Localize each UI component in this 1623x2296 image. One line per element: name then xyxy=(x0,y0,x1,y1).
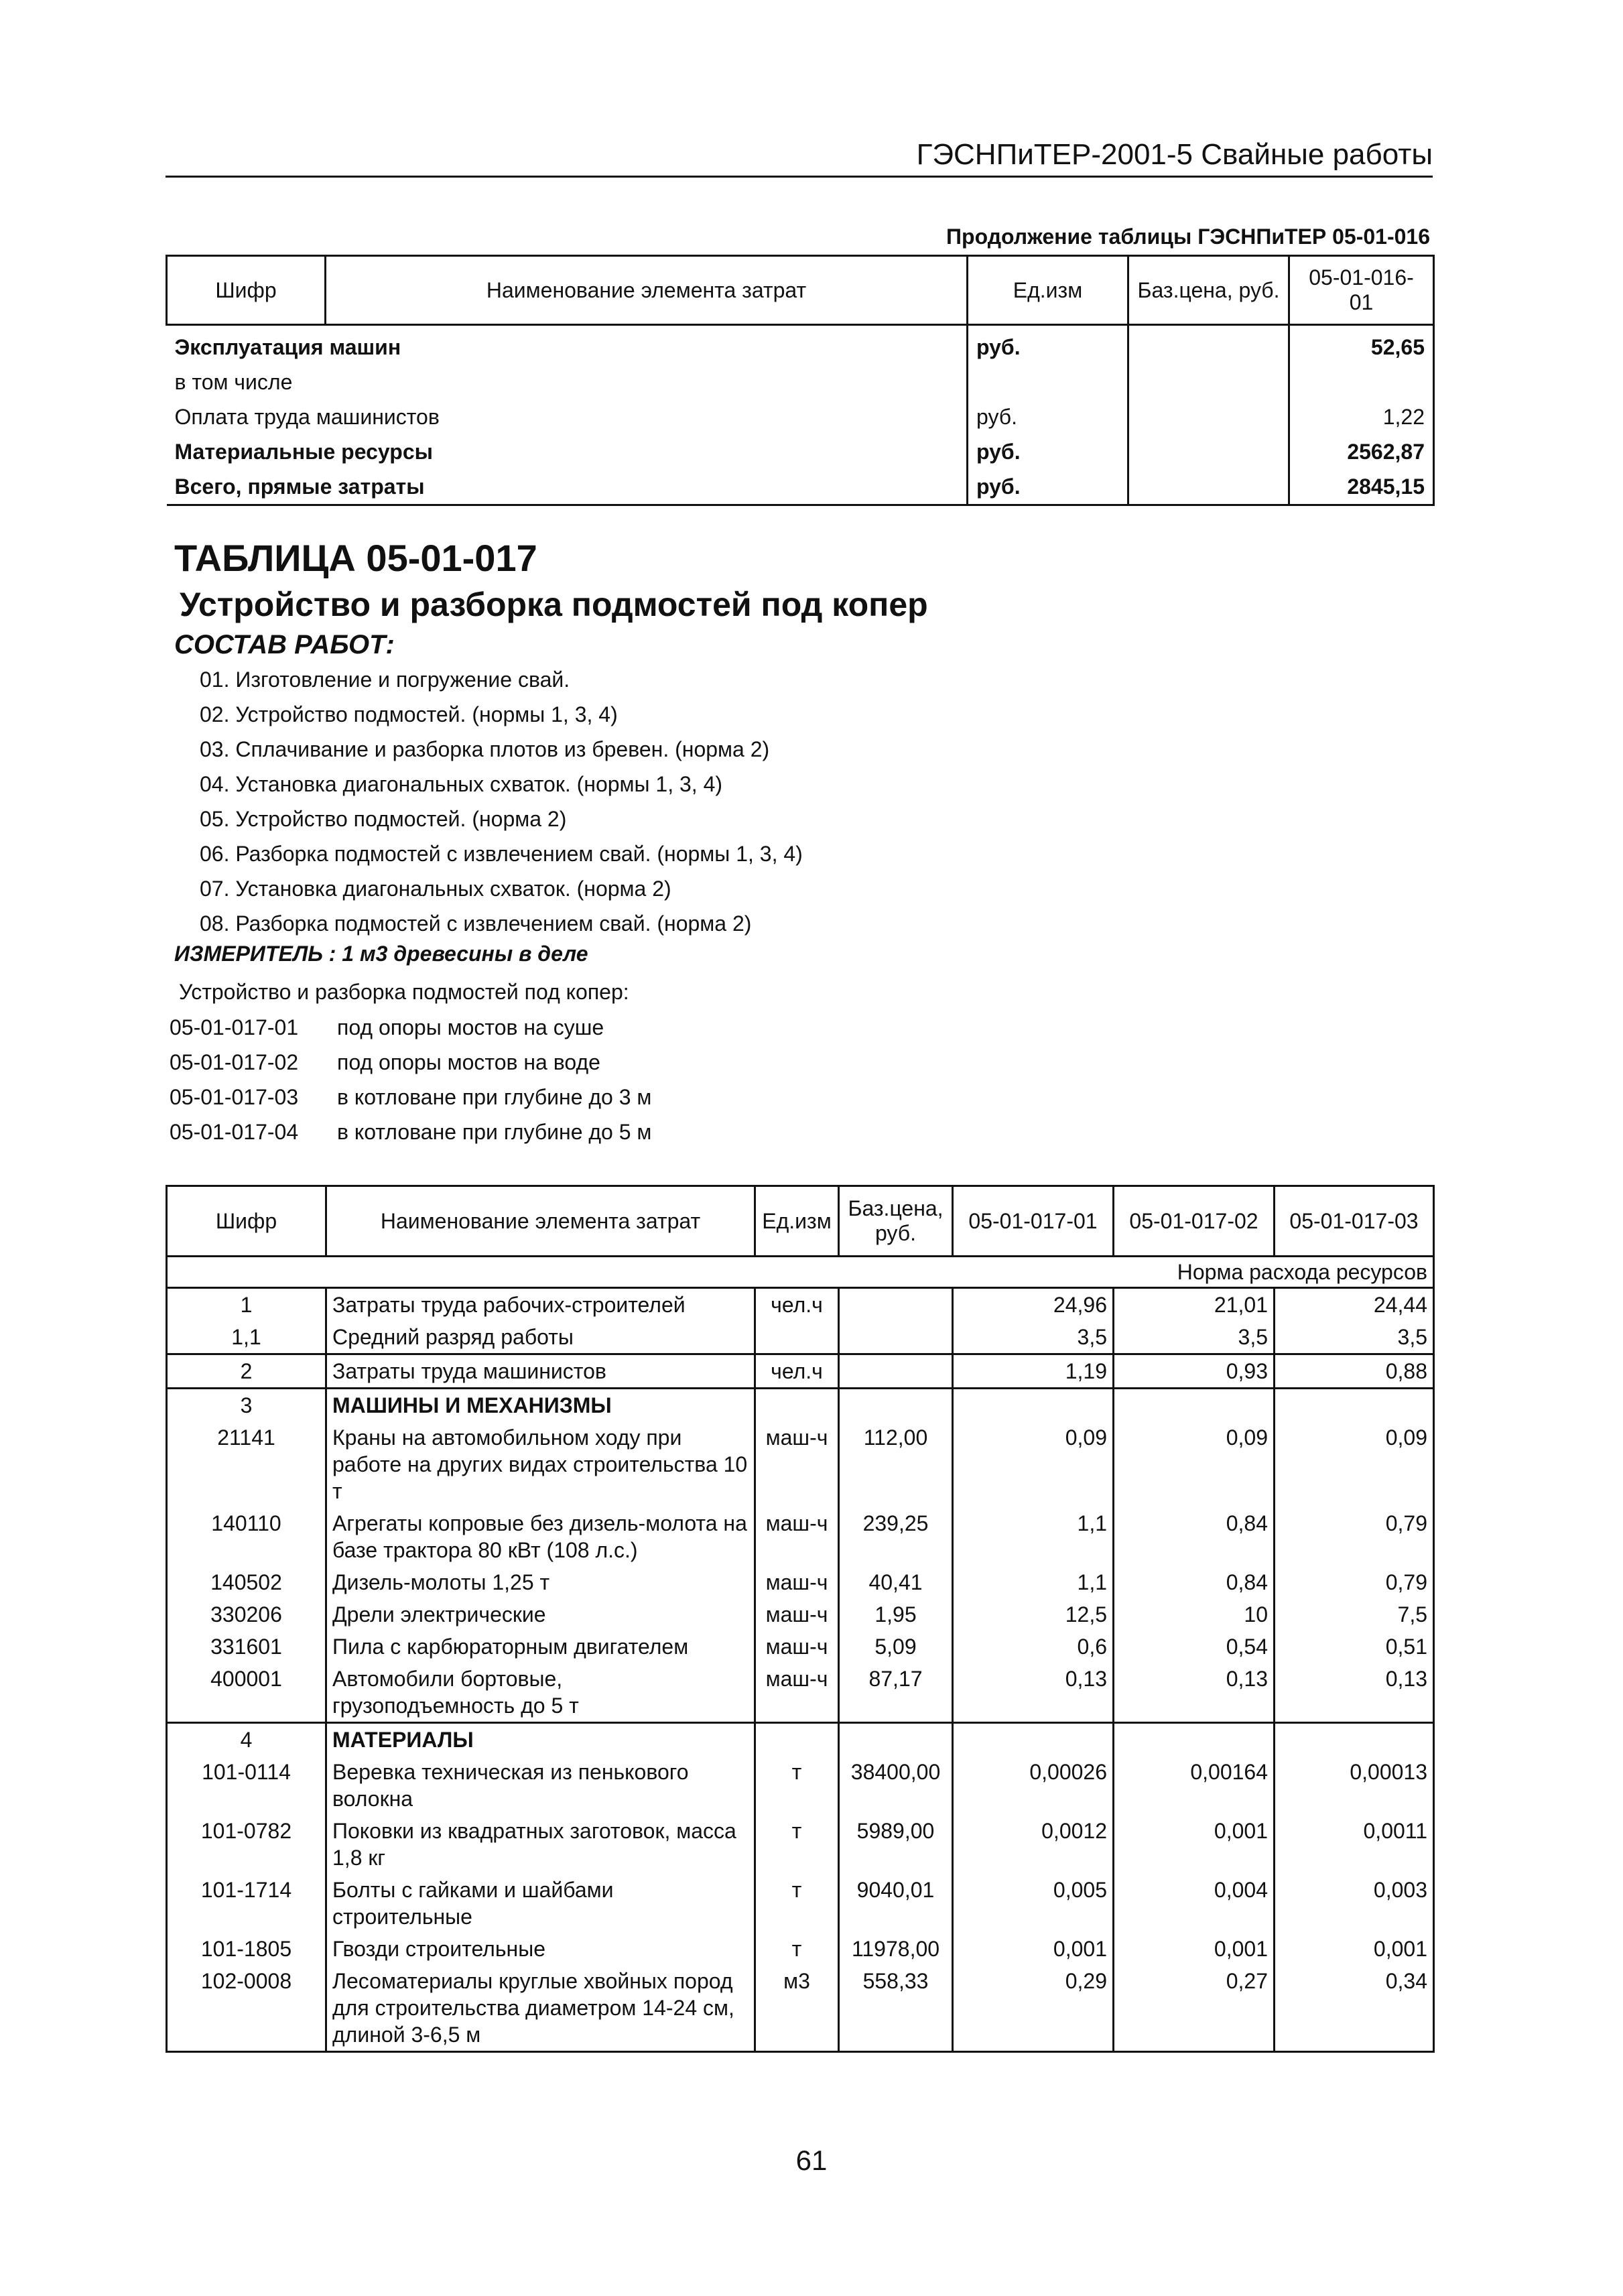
variant-code: 05-01-017-02 xyxy=(170,1050,299,1074)
table-title: ТАБЛИЦА 05-01-017 xyxy=(174,537,537,579)
table-row xyxy=(167,1288,1434,1322)
unit-cell: т xyxy=(755,1815,839,1874)
table-row xyxy=(167,469,1434,505)
price-cell xyxy=(1128,434,1289,469)
unit-cell: маш-ч xyxy=(755,1566,839,1598)
unit-cell xyxy=(968,365,1128,399)
value-cell-01: 24,96 xyxy=(953,1288,1114,1322)
price-cell xyxy=(839,1321,953,1354)
name-cell: Дрели электрические xyxy=(326,1598,755,1631)
code-cell: 400001 xyxy=(167,1663,326,1723)
name-cell: Эксплуатация машин xyxy=(167,325,968,365)
variant-code: 05-01-017-03 xyxy=(170,1085,299,1109)
price-cell xyxy=(839,1354,953,1389)
price-cell xyxy=(839,1723,953,1757)
unit-cell: т xyxy=(755,1933,839,1965)
code-cell: 102-0008 xyxy=(167,1965,326,2052)
table-row xyxy=(167,1321,1434,1354)
price-cell: 11978,00 xyxy=(839,1933,953,1965)
code-cell: 2 xyxy=(167,1354,326,1389)
price-cell: 87,17 xyxy=(839,1663,953,1723)
value-cell-01 xyxy=(953,1723,1114,1757)
unit-cell: маш-ч xyxy=(755,1663,839,1723)
value-cell-03: 0,001 xyxy=(1275,1933,1434,1965)
value-cell-03: 7,5 xyxy=(1275,1598,1434,1631)
value-cell-02: 0,001 xyxy=(1114,1933,1275,1965)
price-cell xyxy=(1128,469,1289,505)
price-cell: 1,95 xyxy=(839,1598,953,1631)
name-cell: в том числе xyxy=(167,365,968,399)
table-row xyxy=(167,1874,1434,1933)
value-cell: 2845,15 xyxy=(1289,469,1434,505)
name-cell: Всего, прямые затраты xyxy=(167,469,968,505)
code-cell: 1 xyxy=(167,1288,326,1322)
value-cell-03: 24,44 xyxy=(1275,1288,1434,1322)
resource-table-header xyxy=(167,1186,1434,1257)
name-cell: Поковки из квадратных заготовок, масса 1,8 кг xyxy=(326,1815,755,1874)
name-cell: Гвозди строительные xyxy=(326,1933,755,1965)
unit-cell xyxy=(755,1321,839,1354)
value-cell-02: 21,01 xyxy=(1114,1288,1275,1322)
variant-item xyxy=(170,1048,651,1083)
table-row xyxy=(167,1598,1434,1631)
name-cell: МАШИНЫ И МЕХАНИЗМЫ xyxy=(326,1389,755,1422)
unit-cell: чел.ч xyxy=(755,1288,839,1322)
unit-cell: руб. xyxy=(968,469,1128,505)
table-row xyxy=(167,1756,1434,1815)
value-cell-02 xyxy=(1114,1723,1275,1757)
work-item: 06. Разборка подмостей с извлечением свай. (нормы 1, 3, 4) xyxy=(200,842,803,866)
col-header-code: Шифр xyxy=(167,1186,326,1257)
value-cell-02: 10 xyxy=(1114,1598,1275,1631)
unit-cell: руб. xyxy=(968,325,1128,365)
header-rule xyxy=(166,176,1433,178)
unit-cell: маш-ч xyxy=(755,1598,839,1631)
table-row xyxy=(167,434,1434,469)
name-cell: Автомобили бортовые, грузоподъемность до 5 т xyxy=(326,1663,755,1723)
value-cell-02: 0,004 xyxy=(1114,1874,1275,1933)
name-cell: Краны на автомобильном ходу при работе на других видах строительства 10 т xyxy=(326,1421,755,1507)
value-cell-01: 0,29 xyxy=(953,1965,1114,2052)
code-cell: 4 xyxy=(167,1723,326,1757)
variant-text: под опоры мостов на воде xyxy=(337,1050,600,1074)
col-header-variant-01: 05-01-017-01 xyxy=(953,1186,1114,1257)
work-item: 07. Установка диагональных схваток. (норма 2) xyxy=(200,877,671,901)
value-cell-03: 0,79 xyxy=(1275,1507,1434,1566)
page-number: 61 xyxy=(795,2145,828,2176)
name-cell: Дизель-молоты 1,25 т xyxy=(326,1566,755,1598)
price-cell: 38400,00 xyxy=(839,1756,953,1815)
name-cell: Лесоматериалы круглые хвойных пород для строительства диаметром 14-24 см, длиной 3-6,5 м xyxy=(326,1965,755,2052)
table-row xyxy=(167,325,1434,365)
table-row xyxy=(167,1663,1434,1723)
value-cell-03: 3,5 xyxy=(1275,1321,1434,1354)
table-row xyxy=(167,1566,1434,1598)
name-cell: Затраты труда рабочих-строителей xyxy=(326,1288,755,1322)
variant-item xyxy=(170,1083,651,1118)
unit-cell: маш-ч xyxy=(755,1507,839,1566)
unit-cell: маш-ч xyxy=(755,1421,839,1507)
value-cell-01: 0,13 xyxy=(953,1663,1114,1723)
code-cell: 3 xyxy=(167,1389,326,1422)
table-row xyxy=(167,1354,1434,1389)
price-cell xyxy=(839,1288,953,1322)
norm-label: Норма расхода ресурсов xyxy=(167,1257,1434,1288)
variant-code: 05-01-017-04 xyxy=(170,1120,299,1144)
variant-code: 05-01-017-01 xyxy=(170,1015,299,1039)
unit-cell: м3 xyxy=(755,1965,839,2052)
col-header-price: Баз.цена, руб. xyxy=(1128,256,1289,325)
unit-cell xyxy=(755,1723,839,1757)
price-cell xyxy=(1128,325,1289,365)
measurement-unit: ИЗМЕРИТЕЛЬ : 1 м3 древесины в деле xyxy=(174,942,588,966)
value-cell-01: 0,0012 xyxy=(953,1815,1114,1874)
code-cell: 1,1 xyxy=(167,1321,326,1354)
col-header-name: Наименование элемента затрат xyxy=(326,1186,755,1257)
name-cell: Средний разряд работы xyxy=(326,1321,755,1354)
variant-text: в котловане при глубине до 3 м xyxy=(337,1085,652,1109)
unit-cell xyxy=(755,1389,839,1422)
value-cell-03: 0,88 xyxy=(1275,1354,1434,1389)
variant-text: под опоры мостов на суше xyxy=(337,1015,604,1039)
code-cell: 101-0114 xyxy=(167,1756,326,1815)
value-cell-01: 1,1 xyxy=(953,1566,1114,1598)
value-cell-02: 0,93 xyxy=(1114,1354,1275,1389)
work-list xyxy=(200,665,803,944)
norm-label-row xyxy=(167,1257,1434,1288)
unit-cell: руб. xyxy=(968,434,1128,469)
value-cell-03: 0,00013 xyxy=(1275,1756,1434,1815)
table-subtitle: Устройство и разборка подмостей под копер xyxy=(180,586,928,623)
applies-to-text: Устройство и разборка подмостей под копер: xyxy=(179,980,629,1004)
code-cell: 21141 xyxy=(167,1421,326,1507)
value-cell-02: 0,00164 xyxy=(1114,1756,1275,1815)
value-cell: 2562,87 xyxy=(1289,434,1434,469)
value-cell-03 xyxy=(1275,1389,1434,1422)
unit-cell: маш-ч xyxy=(755,1631,839,1663)
code-cell: 101-1714 xyxy=(167,1874,326,1933)
price-cell: 40,41 xyxy=(839,1566,953,1598)
name-cell: МАТЕРИАЛЫ xyxy=(326,1723,755,1757)
col-header-price: Баз.цена, руб. xyxy=(839,1186,953,1257)
value-cell-02: 3,5 xyxy=(1114,1321,1275,1354)
variant-item xyxy=(170,1013,651,1048)
col-header-code: Шифр xyxy=(167,256,326,325)
work-item: 08. Разборка подмостей с извлечением свай. (норма 2) xyxy=(200,911,752,936)
value-cell: 1,22 xyxy=(1289,399,1434,434)
name-cell: Затраты труда машинистов xyxy=(326,1354,755,1389)
value-cell-01: 0,005 xyxy=(953,1874,1114,1933)
name-cell: Веревка техническая из пенькового волокна xyxy=(326,1756,755,1815)
price-cell: 5,09 xyxy=(839,1631,953,1663)
code-cell: 330206 xyxy=(167,1598,326,1631)
price-cell: 5989,00 xyxy=(839,1815,953,1874)
price-cell: 239,25 xyxy=(839,1507,953,1566)
code-cell: 101-0782 xyxy=(167,1815,326,1874)
value-cell-01: 0,6 xyxy=(953,1631,1114,1663)
value-cell-02: 0,13 xyxy=(1114,1663,1275,1723)
price-cell xyxy=(839,1389,953,1422)
work-item: 03. Сплачивание и разборка плотов из бревен. (норма 2) xyxy=(200,737,770,761)
code-cell: 140110 xyxy=(167,1507,326,1566)
value-cell-02: 0,09 xyxy=(1114,1421,1275,1507)
work-item: 05. Устройство подмостей. (норма 2) xyxy=(200,807,567,831)
value-cell-03: 0,79 xyxy=(1275,1566,1434,1598)
value-cell-03: 0,0011 xyxy=(1275,1815,1434,1874)
work-item: 01. Изготовление и погружение свай. xyxy=(200,667,570,692)
table-row xyxy=(167,1507,1434,1566)
variant-list xyxy=(170,1013,651,1153)
table-row xyxy=(167,1631,1434,1663)
value-cell: 52,65 xyxy=(1289,325,1434,365)
col-header-name: Наименование элемента затрат xyxy=(326,256,968,325)
value-cell-02: 0,54 xyxy=(1114,1631,1275,1663)
price-cell xyxy=(1128,365,1289,399)
value-cell-03: 0,003 xyxy=(1275,1874,1434,1933)
table-row xyxy=(167,1965,1434,2052)
name-cell: Болты с гайками и шайбами строительные xyxy=(326,1874,755,1933)
table-row xyxy=(167,1933,1434,1965)
name-cell: Материальные ресурсы xyxy=(167,434,968,469)
continuation-table xyxy=(166,255,1435,506)
resource-table xyxy=(166,1185,1435,2053)
value-cell-03: 0,51 xyxy=(1275,1631,1434,1663)
col-header-unit: Ед.изм xyxy=(968,256,1128,325)
name-cell: Пила с карбюраторным двигателем xyxy=(326,1631,755,1663)
value-cell-03 xyxy=(1275,1723,1434,1757)
name-cell: Агрегаты копровые без дизель-молота на базе трактора 80 кВт (108 л.с.) xyxy=(326,1507,755,1566)
value-cell-01: 12,5 xyxy=(953,1598,1114,1631)
value-cell-03: 0,09 xyxy=(1275,1421,1434,1507)
code-cell: 101-1805 xyxy=(167,1933,326,1965)
name-cell: Оплата труда машинистов xyxy=(167,399,968,434)
table-row xyxy=(167,399,1434,434)
price-cell: 9040,01 xyxy=(839,1874,953,1933)
table-row xyxy=(167,1389,1434,1422)
work-item: 04. Установка диагональных схваток. (нормы 1, 3, 4) xyxy=(200,772,723,796)
value-cell-02 xyxy=(1114,1389,1275,1422)
table-row xyxy=(167,365,1434,399)
value-cell-02: 0,001 xyxy=(1114,1815,1275,1874)
variant-text: в котловане при глубине до 5 м xyxy=(337,1120,652,1144)
value-cell-01: 0,09 xyxy=(953,1421,1114,1507)
price-cell: 558,33 xyxy=(839,1965,953,2052)
value-cell-01: 0,001 xyxy=(953,1933,1114,1965)
value-cell-01: 0,00026 xyxy=(953,1756,1114,1815)
table-row xyxy=(167,1421,1434,1507)
table-row xyxy=(167,1723,1434,1757)
table-row xyxy=(167,1815,1434,1874)
value-cell-03: 0,34 xyxy=(1275,1965,1434,2052)
continuation-title: Продолжение таблицы ГЭСНПиТЕР 05-01-016 xyxy=(946,225,1430,249)
value-cell-03: 0,13 xyxy=(1275,1663,1434,1723)
value-cell-01: 1,1 xyxy=(953,1507,1114,1566)
code-cell: 140502 xyxy=(167,1566,326,1598)
work-composition-label: СОСТАВ РАБОТ: xyxy=(174,630,395,659)
unit-cell: чел.ч xyxy=(755,1354,839,1389)
value-cell xyxy=(1289,365,1434,399)
value-cell-01 xyxy=(953,1389,1114,1422)
value-cell-02: 0,84 xyxy=(1114,1566,1275,1598)
value-cell-01: 3,5 xyxy=(953,1321,1114,1354)
work-item: 02. Устройство подмостей. (нормы 1, 3, 4) xyxy=(200,702,618,726)
unit-cell: т xyxy=(755,1756,839,1815)
col-header-variant-03: 05-01-017-03 xyxy=(1275,1186,1434,1257)
col-header-norm: 05-01-016-01 xyxy=(1289,256,1434,325)
continuation-table-header xyxy=(167,256,1434,325)
value-cell-01: 1,19 xyxy=(953,1354,1114,1389)
price-cell: 112,00 xyxy=(839,1421,953,1507)
code-cell: 331601 xyxy=(167,1631,326,1663)
unit-cell: т xyxy=(755,1874,839,1933)
value-cell-02: 0,84 xyxy=(1114,1507,1275,1566)
col-header-variant-02: 05-01-017-02 xyxy=(1114,1186,1275,1257)
price-cell xyxy=(1128,399,1289,434)
value-cell-02: 0,27 xyxy=(1114,1965,1275,2052)
col-header-unit: Ед.изм xyxy=(755,1186,839,1257)
unit-cell: руб. xyxy=(968,399,1128,434)
variant-item xyxy=(170,1118,651,1153)
running-header: ГЭСНПиТЕР-2001-5 Свайные работы xyxy=(916,138,1433,171)
